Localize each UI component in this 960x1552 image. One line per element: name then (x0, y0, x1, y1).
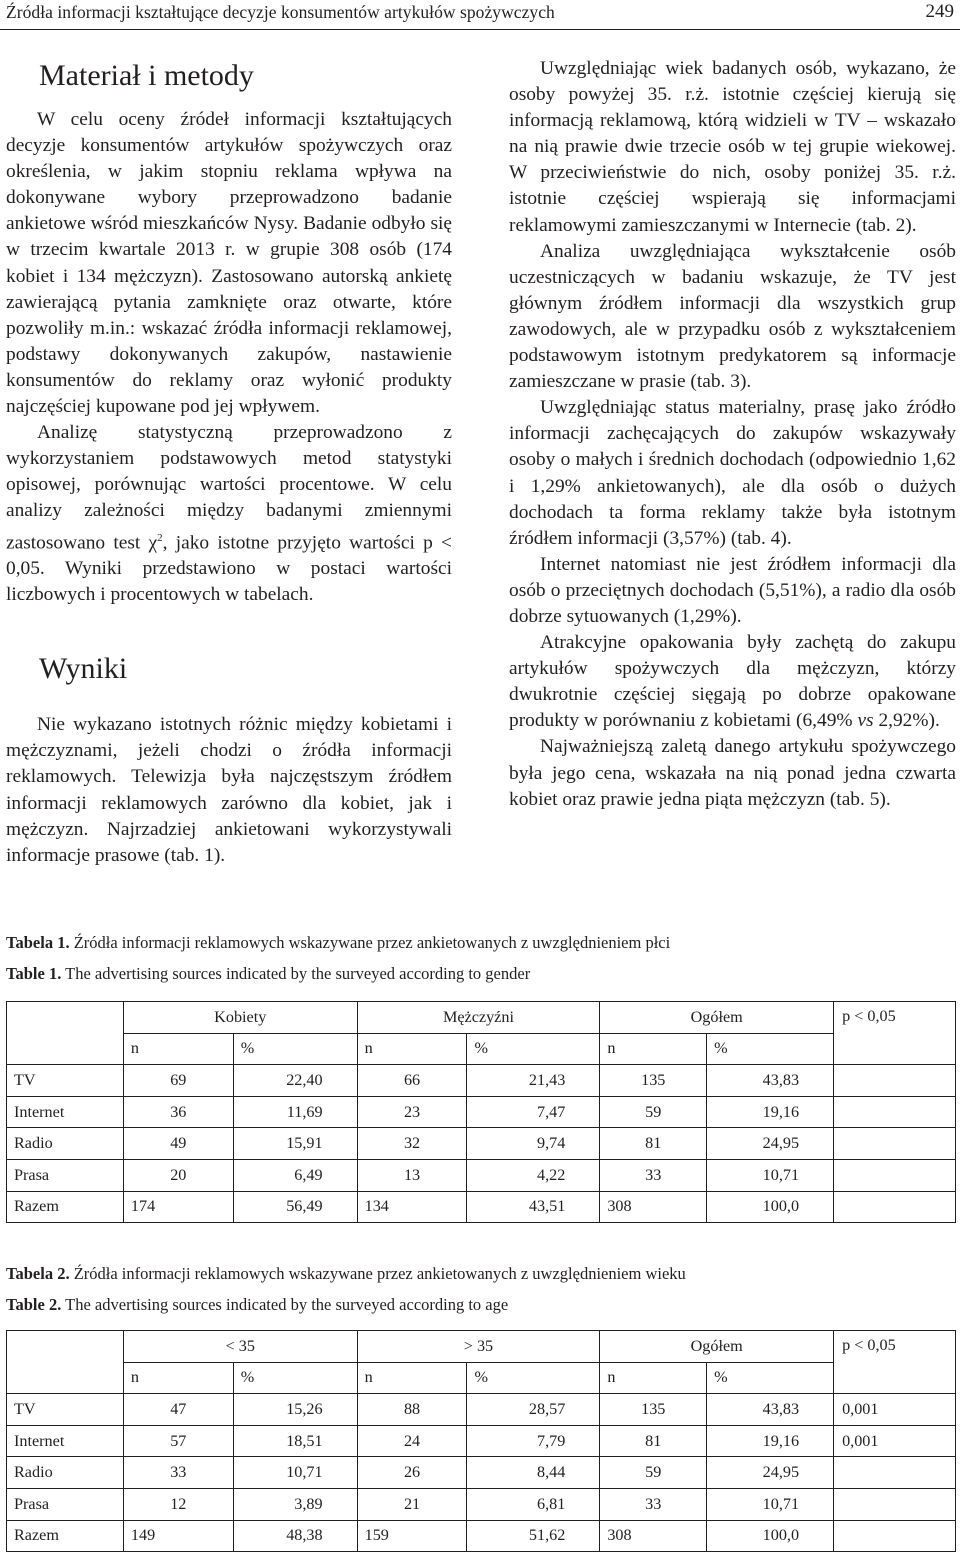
table-cell: 308 (600, 1191, 707, 1223)
row-label: TV (7, 1065, 124, 1097)
column-subheader: n (357, 1362, 467, 1394)
table-cell: 159 (357, 1520, 467, 1552)
row-label: Razem (7, 1520, 124, 1552)
table-cell: 56,49 (233, 1191, 357, 1223)
table1-label-pl: Tabela 1. (6, 933, 70, 952)
packaging-paragraph (509, 630, 956, 734)
table-cell: 3,89 (233, 1488, 357, 1520)
table-cell: 57 (123, 1425, 233, 1457)
table-header-row (7, 1331, 956, 1363)
table-cell-p: 0,001 (834, 1425, 956, 1457)
table-cell: 47 (123, 1394, 233, 1426)
table-cell: 134 (357, 1191, 467, 1223)
versus-text: vs (857, 710, 874, 732)
table-cell: 21 (357, 1488, 467, 1520)
table-cell: 33 (600, 1488, 707, 1520)
table-cell: 59 (600, 1457, 707, 1489)
left-column (6, 56, 452, 869)
column-group-header: Ogółem (600, 1002, 834, 1034)
table-cell: 15,26 (233, 1394, 357, 1426)
table-cell: 33 (123, 1457, 233, 1489)
table2 (6, 1330, 956, 1552)
table-cell: 26 (357, 1457, 467, 1489)
table-cell: 10,71 (233, 1457, 357, 1489)
row-label: Internet (7, 1425, 124, 1457)
table-cell: 24,95 (707, 1128, 834, 1160)
table-cell: 59 (600, 1096, 707, 1128)
table-cell: 88 (357, 1394, 467, 1426)
table-cell-p (834, 1457, 956, 1489)
table-cell: 7,79 (467, 1425, 600, 1457)
column-group-header: Ogółem (600, 1331, 834, 1363)
table2-caption-pl (6, 1263, 686, 1285)
table-cell: 135 (600, 1065, 707, 1097)
table-cell: 24,95 (707, 1457, 834, 1489)
table-cell: 81 (600, 1425, 707, 1457)
table-row (7, 1488, 956, 1520)
table-cell: 24 (357, 1425, 467, 1457)
age-paragraph: Uwzględniając wiek badanych osób, wykazano, że osoby powyżej 35. r.ż. istotnie częściej kierują się informacją reklamową, którą widzieli w TV – wskazało na nią prawie dwie trzecie osób w tej grupie wiekowej. W przeciwieństwie do nich, osoby poniżej 35. r.ż. istotnie częściej wspierają się informacjami reklamowymi zamieszczanymi w Internecie (tab. 2). (509, 58, 956, 236)
table-cell: 18,51 (233, 1425, 357, 1457)
table-cell: 20 (123, 1159, 233, 1191)
table-cell: 15,91 (233, 1128, 357, 1160)
column-subheader: % (233, 1033, 357, 1065)
column-group-header: < 35 (123, 1331, 357, 1363)
table-cell: 43,83 (707, 1065, 834, 1097)
table-cell-p (834, 1191, 956, 1223)
table-cell: 174 (123, 1191, 233, 1223)
table-header-row (7, 1002, 956, 1034)
table-cell: 6,49 (233, 1159, 357, 1191)
table-cell-p (834, 1096, 956, 1128)
table-cell: 43,83 (707, 1394, 834, 1426)
table-row (7, 1457, 956, 1489)
running-header (0, 0, 960, 30)
table-cell: 13 (357, 1159, 467, 1191)
stub-header (7, 1331, 124, 1394)
table-cell: 33 (600, 1159, 707, 1191)
column-subheader: n (123, 1362, 233, 1394)
significance-header: p < 0,05 (834, 1002, 956, 1065)
table-cell-p (834, 1128, 956, 1160)
methods-paragraph: W celu oceny źródeł informacji kształtujących decyzje konsumentów artykułów spożywczych oraz określenia, w jakim stopniu reklama wpływa na dokonywane wybory przeprowadzono badanie ankietowe wśród mieszkańców Nysy. Badanie odbyło się w trzecim kwartale 2013 r. w grupie 308 osób (174 kobiet i 134 mężczyzn). Zastosowano autorską ankietę zawierającą pytania zamknięte oraz otwarte, które pozwoliły m.in.: wskazać źródła informacji reklamowej, podstawy dokonywanych zakupów, nastawienie konsumentów do reklamy oraz wyłonić produkty najczęściej kupowane pod jej wpływem. (6, 109, 452, 418)
row-label: Razem (7, 1191, 124, 1223)
table-cell: 10,71 (707, 1488, 834, 1520)
table-row-total (7, 1191, 956, 1223)
results-heading: Wyniki (39, 652, 128, 686)
statistics-paragraph (6, 420, 452, 608)
column-subheader: n (600, 1362, 707, 1394)
table-cell: 11,69 (233, 1096, 357, 1128)
results-paragraph: Nie wykazano istotnych różnic między kobietami i mężczyznami, jeżeli chodzi o źródła informacji reklamowych. Telewizja była najczęstszym źródłem informacji reklamowych zarówno dla kobiet, jak i mężczyzn. Najrzadziej ankietowani wykorzystywali informacje prasowe (tab. 1). (6, 714, 452, 866)
column-group-header: > 35 (357, 1331, 600, 1363)
packaging-text-start: Atrakcyjne opakowania były zachętą do zakupu artykułów spożywczych dla mężczyzn, którzy dwukrotnie częściej sięgają po dobrze opakowane produkty w porównaniu z kobietami (6,49% (509, 632, 956, 732)
table-cell: 81 (600, 1128, 707, 1160)
table-cell-p (834, 1488, 956, 1520)
table-cell: 12 (123, 1488, 233, 1520)
table-cell: 19,16 (707, 1096, 834, 1128)
table-cell: 66 (357, 1065, 467, 1097)
methods-heading: Materiał i metody (39, 59, 254, 92)
table-cell-p (834, 1520, 956, 1552)
table-cell: 43,51 (467, 1191, 600, 1223)
price-paragraph: Najważniejszą zaletą danego artykułu spożywczego była jego cena, wskazała na nią ponad jedna czwarta kobiet oraz prawie jedna piąta mężczyzn (tab. 5). (509, 736, 956, 810)
column-subheader: % (707, 1033, 834, 1065)
table-cell: 9,74 (467, 1128, 600, 1160)
table2-title-pl: Źródła informacji reklamowych wskazywane przez ankietowanych z uwzględnieniem wieku (69, 1264, 686, 1283)
table2-label-en: Table 2. (6, 1295, 62, 1314)
table-cell: 51,62 (467, 1520, 600, 1552)
column-subheader: % (707, 1362, 834, 1394)
table-cell: 23 (357, 1096, 467, 1128)
table2-caption-en (6, 1294, 508, 1316)
table-cell: 48,38 (233, 1520, 357, 1552)
income-paragraph: Uwzględniając status materialny, prasę jako źródło informacji zachęcających do zakupów wskazywały osoby o małych i średnich dochodach (odpowiednio 1,62 i 1,29% ankietowanych), ale dla osób o dużych dochodach ta forma reklamy także była istotnym źródłem informacji (3,57%) (tab. 4). (509, 397, 956, 549)
table-cell: 69 (123, 1065, 233, 1097)
table-row (7, 1159, 956, 1191)
table-cell: 28,57 (467, 1394, 600, 1426)
table-row (7, 1065, 956, 1097)
row-label: Prasa (7, 1159, 124, 1191)
right-column (509, 56, 956, 813)
table-cell: 21,43 (467, 1065, 600, 1097)
table1-caption-en (6, 963, 530, 985)
table-cell: 4,22 (467, 1159, 600, 1191)
page-number: 249 (925, 1, 954, 22)
row-label: Radio (7, 1457, 124, 1489)
table-cell: 308 (600, 1520, 707, 1552)
table2-label-pl: Tabela 2. (6, 1264, 70, 1283)
significance-header: p < 0,05 (834, 1331, 956, 1394)
table-subheader-row (7, 1362, 956, 1394)
column-subheader: n (357, 1033, 467, 1065)
table-cell: 100,0 (707, 1191, 834, 1223)
table-cell: 7,47 (467, 1096, 600, 1128)
packaging-text-end: 2,92%). (873, 710, 940, 732)
table1-caption-pl (6, 932, 670, 954)
table1-label-en: Table 1. (6, 964, 62, 983)
table-row (7, 1096, 956, 1128)
statistics-text-start: Analizę statystyczną przeprowadzono z wykorzystaniem podstawowych metod statystyki opisowej, porównując wartości procentowe. W celu analizy zależności między badanymi zmiennymi zastosowano test χ (6, 422, 452, 553)
row-label: Radio (7, 1128, 124, 1160)
table-row (7, 1394, 956, 1426)
column-subheader: % (467, 1362, 600, 1394)
table-cell: 8,44 (467, 1457, 600, 1489)
table1 (6, 1001, 956, 1223)
column-subheader: n (600, 1033, 707, 1065)
table-cell: 6,81 (467, 1488, 600, 1520)
table-subheader-row (7, 1033, 956, 1065)
column-subheader: % (233, 1362, 357, 1394)
table1-title-pl: Źródła informacji reklamowych wskazywane przez ankietowanych z uwzględnieniem płci (69, 933, 671, 952)
column-group-header: Mężczyźni (357, 1002, 600, 1034)
table-cell: 10,71 (707, 1159, 834, 1191)
statistics-text-end: , jako istotne przyjęto wartości p < 0,05. Wyniki przedstawiono w postaci wartości liczbowych i procentowych w tabelach. (6, 531, 452, 606)
row-label: Internet (7, 1096, 124, 1128)
table-cell-p (834, 1065, 956, 1097)
column-subheader: % (467, 1033, 600, 1065)
education-paragraph: Analiza uwzględniająca wykształcenie osób uczestniczących w badaniu wskazuje, że TV jest głównym źródłem informacji dla wszystkich grup zawodowych, ale w przypadku osób z wykształceniem podstawowym istotnym predykatorem są informacje zamieszczane w prasie (tab. 3). (509, 240, 956, 393)
row-label: TV (7, 1394, 124, 1426)
row-label: Prasa (7, 1488, 124, 1520)
table-cell-p (834, 1159, 956, 1191)
stub-header (7, 1002, 124, 1065)
table-cell: 49 (123, 1128, 233, 1160)
chi-square-exponent: 2 (157, 531, 163, 544)
table-row (7, 1128, 956, 1160)
column-subheader: n (123, 1033, 233, 1065)
table1-title-en: The advertising sources indicated by the surveyed according to gender (61, 964, 531, 983)
table-cell: 135 (600, 1394, 707, 1426)
table-cell: 22,40 (233, 1065, 357, 1097)
internet-paragraph: Internet natomiast nie jest źródłem informacji dla osób o przeciętnych dochodach (5,51%), a radio dla osób dobrze sytuowanych (1,29%). (509, 553, 956, 627)
table-cell: 32 (357, 1128, 467, 1160)
table2-title-en: The advertising sources indicated by the surveyed according to age (61, 1295, 509, 1314)
table-cell: 149 (123, 1520, 233, 1552)
table-cell: 100,0 (707, 1520, 834, 1552)
table-row-total (7, 1520, 956, 1552)
column-group-header: Kobiety (123, 1002, 357, 1034)
table-cell-p: 0,001 (834, 1394, 956, 1426)
table-cell: 19,16 (707, 1425, 834, 1457)
running-title: Źródła informacji kształtujące decyzje konsumentów artykułów spożywczych (6, 2, 555, 22)
table-cell: 36 (123, 1096, 233, 1128)
table-row (7, 1425, 956, 1457)
